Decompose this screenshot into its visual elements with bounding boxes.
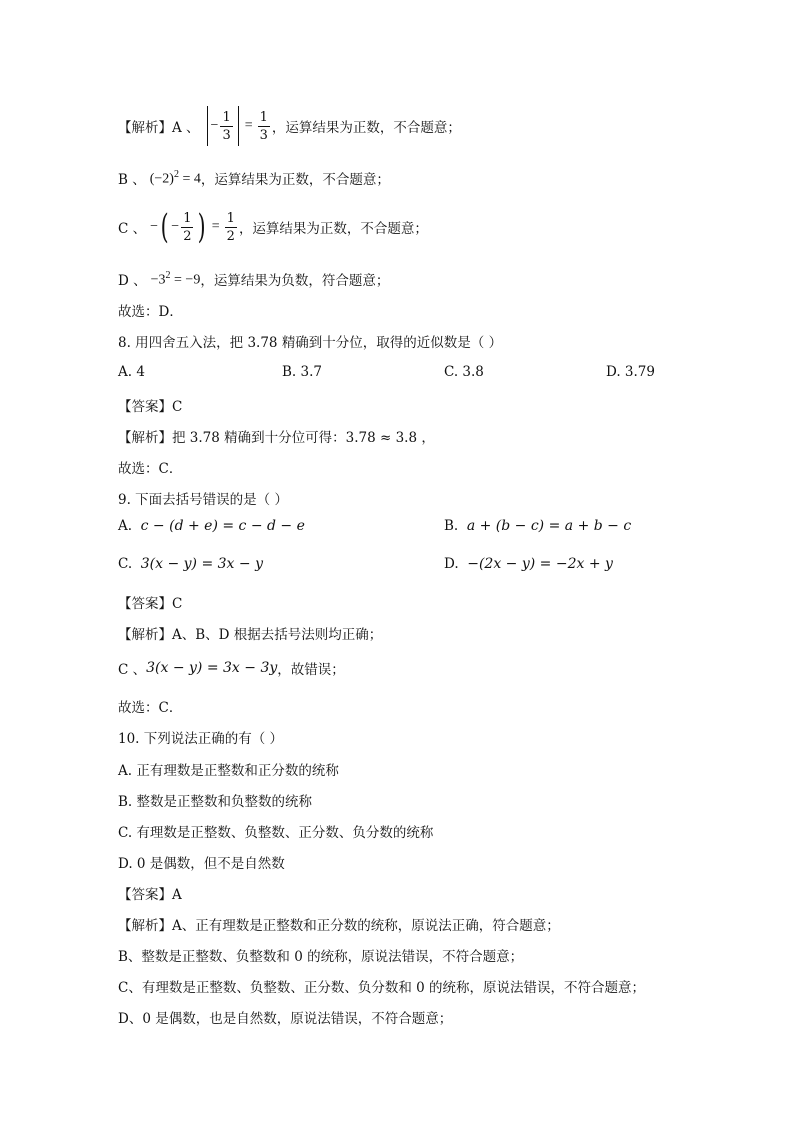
q7-d-prefix: D 、 [118, 273, 147, 289]
q7-line-a: 【解析】 A 、 − $\frac{1}{3}$ = $\frac{1}{3}$ ，运算结果为正数，不合题意； [118, 106, 461, 146]
q8-conclusion: 故选：C． [118, 461, 183, 477]
q8-option-a: A. 4 [118, 364, 145, 380]
q7-d-text: ，运算结果为负数，符合题意； [200, 273, 390, 289]
q9-option-d: D. −(2x − y) = −2x + y [444, 556, 613, 572]
math-expression: $(-2)^2 = 4$ [149, 168, 201, 187]
q9-option-b: B. a + (b − c) = a + b − c [444, 518, 632, 534]
q7-line-d [118, 269, 389, 289]
q9-answer: 【答案】C [118, 596, 183, 612]
q9-analysis-c: C 、 3(x − y) = 3x − 3y ，故错误； [118, 660, 345, 678]
fraction: $\frac{1}{3}$ [259, 109, 268, 143]
q10-analysis-c: C、有理数是正整数、负整数、正分数、负分数和 0 的统称，原说法错误，不符合题意； [118, 980, 645, 996]
fraction: $\frac{1}{2}$ [226, 210, 235, 244]
q10-stem: 10. 下列说法正确的有（ ） [118, 731, 284, 747]
q7-line-b [118, 168, 390, 188]
q8-option-c: C. 3.8 [444, 364, 484, 380]
q7-conclusion: 故选：D． [118, 304, 183, 320]
q7-c-prefix: C 、 [118, 221, 147, 237]
q8-option-d: D. 3.79 [606, 364, 655, 380]
fraction: $\frac{1}{3}$ [222, 109, 231, 143]
q7-a-prefix: A 、 [172, 120, 200, 136]
q9-option-c: C. 3(x − y) = 3x − y [118, 556, 263, 572]
q9-conclusion: 故选：C． [118, 700, 183, 716]
q8-stem: 8. 用四舍五入法，把 3.78 精确到十分位，取得的近似数是（ ） [118, 335, 503, 351]
q10-option-d: D. 0 是偶数，但不是自然数 [118, 856, 285, 872]
q10-analysis-b: B、整数是正整数、负整数和 0 的统称，原说法错误，不符合题意； [118, 949, 524, 965]
q10-option-a: A. 正有理数是正整数和正分数的统称 [118, 763, 339, 779]
q10-option-b: B. 整数是正整数和负整数的统称 [118, 794, 313, 810]
math-expression: $-3^2 = -9$ [150, 269, 201, 288]
jiexi-tag: 【解析】 [118, 120, 172, 136]
q10-option-c: C. 有理数是正整数、负整数、正分数、负分数的统称 [118, 825, 434, 841]
q8-analysis: 【解析】把 3.78 精确到十分位可得：3.78 ≈ 3.8 ， [118, 430, 435, 446]
q9-analysis: 【解析】A、B、D 根据去括号法则均正确； [118, 627, 383, 643]
q8-option-b: B. 3.7 [282, 364, 322, 380]
q10-analysis-d: D、0 是偶数，也是自然数，原说法错误，不符合题意； [118, 1011, 453, 1027]
q7-b-prefix: B 、 [118, 172, 146, 188]
q7-b-text: ，运算结果为正数，不合题意； [200, 172, 390, 188]
q9-stem: 9. 下面去括号错误的是（ ） [118, 492, 288, 508]
q9-option-a: A. c − (d + e) = c − d − e [118, 518, 305, 534]
abs-value-expression: − $\frac{1}{3}$ [207, 106, 239, 146]
q10-analysis-a: 【解析】A、正有理数是正整数和正分数的统称，原说法正确，符合题意； [118, 918, 560, 934]
q7-line-c: C 、 − ( − $\frac{1}{2}$ ) = $\frac{1}{2}$ ，运算结果为正数，不合题意； [118, 207, 428, 247]
q7-c-text: ，运算结果为正数，不合题意； [238, 221, 428, 237]
q8-answer: 【答案】C [118, 399, 183, 415]
q10-answer: 【答案】A [118, 887, 182, 903]
fraction: $\frac{1}{2}$ [183, 210, 192, 244]
q7-a-text: ，运算结果为正数，不合题意； [271, 120, 461, 136]
